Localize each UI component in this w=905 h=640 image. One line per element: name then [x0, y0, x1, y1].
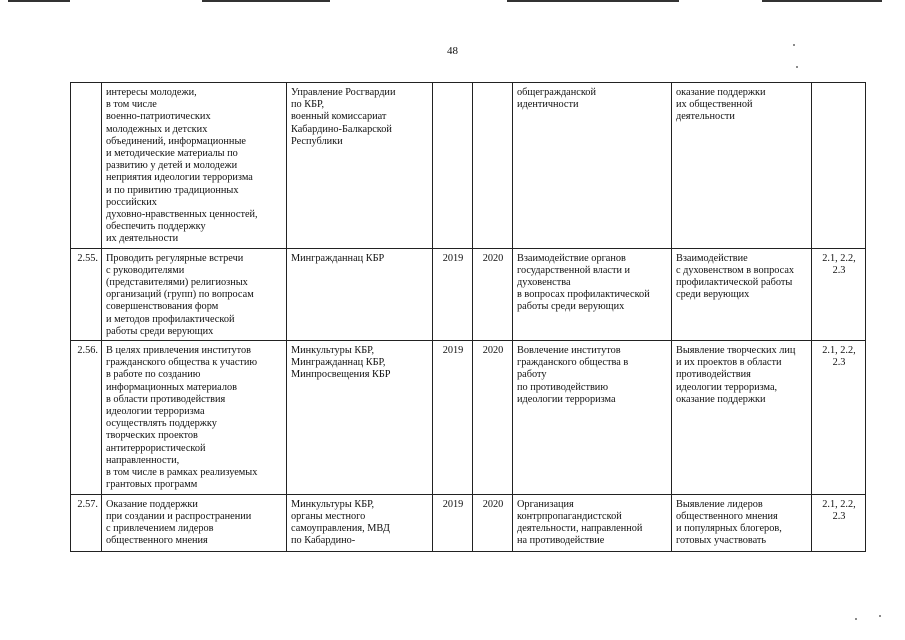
- item-number: 2.56.: [71, 341, 102, 494]
- end-year-cell: 2020: [473, 494, 513, 551]
- start-year-cell: [433, 83, 473, 249]
- item-number: 2.57.: [71, 494, 102, 551]
- executors-cell: Мингражданнац КБР: [287, 248, 433, 340]
- executors-cell: Минкультуры КБР, органы местного самоуправления, МВД по Кабардино-: [287, 494, 433, 551]
- tasks-cell: общегражданской идентичности: [513, 83, 672, 249]
- scan-edge-line: [202, 0, 330, 2]
- start-year-cell: 2019: [433, 248, 473, 340]
- tasks-cell: Взаимодействие органов государственной власти и духовенства в вопросах профилактической работы среди верующих: [513, 248, 672, 340]
- measure-cell: В целях привлечения институтов гражданского общества к участию в работе по созданию информационных материалов в области противодействия идеологии терроризма осуществлять поддержку творческих проектов антитеррористической направленности, в том числе в рамках реализуемых грантовых программ: [102, 341, 287, 494]
- end-year-cell: 2020: [473, 341, 513, 494]
- item-number: 2.55.: [71, 248, 102, 340]
- scan-speck: [793, 44, 795, 46]
- measure-cell: Оказание поддержки при создании и распространении с привлечением лидеров общественного мнения: [102, 494, 287, 551]
- table-row: [71, 341, 866, 494]
- indicators-cell: 2.1, 2.2, 2.3: [812, 248, 866, 340]
- measures-table: [70, 82, 866, 552]
- page-number: 48: [447, 45, 458, 57]
- results-cell: Выявление лидеров общественного мнения и популярных блогеров, готовых участвовать: [672, 494, 812, 551]
- start-year-cell: 2019: [433, 494, 473, 551]
- tasks-cell: Организация контрпропагандистской деятельности, направленной на противодействие: [513, 494, 672, 551]
- results-cell: оказание поддержки их общественной деятельности: [672, 83, 812, 249]
- scan-speck: [796, 66, 798, 68]
- tasks-cell: Вовлечение институтов гражданского общества в работу по противодействию идеологии терроризма: [513, 341, 672, 494]
- indicators-cell: 2.1, 2.2, 2.3: [812, 341, 866, 494]
- item-number: [71, 83, 102, 249]
- results-cell: Выявление творческих лиц и их проектов в области противодействия идеологии терроризма, оказание поддержки: [672, 341, 812, 494]
- executors-cell: Управление Росгвардии по КБР, военный комиссариат Кабардино-Балкарской Республики: [287, 83, 433, 249]
- table-row: [71, 248, 866, 340]
- start-year-cell: 2019: [433, 341, 473, 494]
- scan-edge-line: [507, 0, 679, 2]
- table-row: [71, 83, 866, 249]
- scan-edge-line: [762, 0, 882, 2]
- indicators-cell: [812, 83, 866, 249]
- table-row: [71, 494, 866, 551]
- measure-cell: Проводить регулярные встречи с руководителями (представителями) религиозных организаций (групп) по вопросам совершенствования форм и методов профилактической работы среди верующих: [102, 248, 287, 340]
- results-cell: Взаимодействие с духовенством в вопросах профилактической работы среди верующих: [672, 248, 812, 340]
- executors-cell: Минкультуры КБР, Мингражданнац КБР, Минпросвещения КБР: [287, 341, 433, 494]
- scan-speck: [879, 615, 881, 617]
- end-year-cell: 2020: [473, 248, 513, 340]
- measure-cell: интересы молодежи, в том числе военно-патриотических молодежных и детских объединений, информационные и методические материалы по развитию у детей и молодежи неприятия идеологии терроризма и по привитию традиционных российских духовно-нравственных ценностей, обеспечить поддержку их деятельности: [102, 83, 287, 249]
- indicators-cell: 2.1, 2.2, 2.3: [812, 494, 866, 551]
- scan-edge-line: [8, 0, 70, 2]
- scan-speck: [855, 618, 857, 620]
- end-year-cell: [473, 83, 513, 249]
